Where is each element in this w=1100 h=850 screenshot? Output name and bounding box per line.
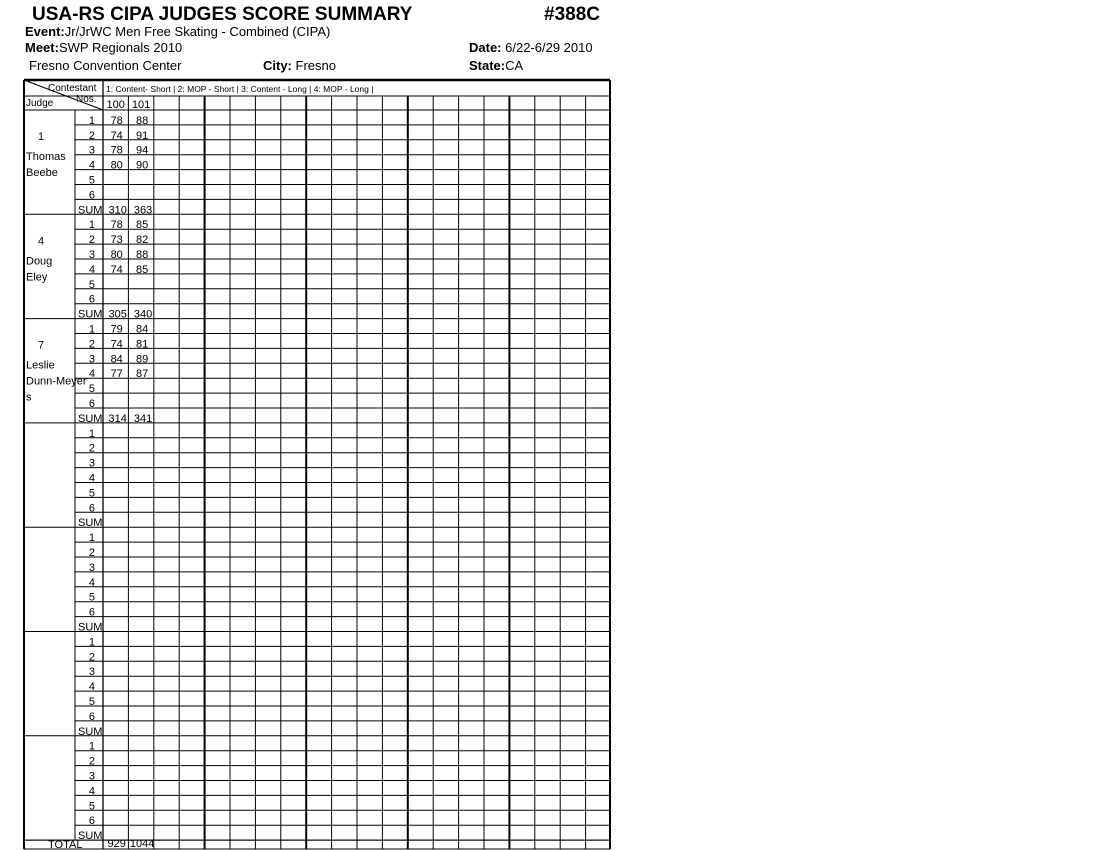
score-cell: 80 xyxy=(110,249,123,261)
sum-cell: 363 xyxy=(133,204,153,217)
score-cell: 85 xyxy=(135,219,149,232)
sum-cell: 305 xyxy=(108,308,127,321)
sum-label: SUM xyxy=(78,517,103,530)
row-number: 4 xyxy=(88,263,95,276)
sum-label: SUM xyxy=(78,412,103,425)
row-number: 4 xyxy=(88,785,95,798)
row-number: 5 xyxy=(88,800,95,813)
row-number: 3 xyxy=(88,770,95,783)
row-number: 3 xyxy=(88,666,95,679)
form-number: #388C xyxy=(544,4,600,25)
total-cell: 1044 xyxy=(129,838,155,850)
row-number: 6 xyxy=(88,189,95,202)
row-number: 2 xyxy=(88,234,95,247)
judge-name: Thomas xyxy=(26,151,66,163)
judge-name: Eley xyxy=(26,271,48,284)
row-number: 4 xyxy=(88,368,95,381)
date-label: Date: xyxy=(469,40,502,55)
city-value: Fresno xyxy=(291,58,336,73)
row-number: 5 xyxy=(88,696,95,708)
score-cell: 89 xyxy=(135,353,149,366)
score-cell: 88 xyxy=(135,114,149,127)
row-number: 2 xyxy=(88,129,95,142)
row-number: 6 xyxy=(88,502,95,515)
score-cell: 74 xyxy=(110,129,123,142)
row-number: 1 xyxy=(88,219,95,232)
form-title: USA-RS CIPA JUDGES SCORE SUMMARY xyxy=(32,4,413,25)
total-label: TOTAL xyxy=(48,839,83,850)
venue-line: Fresno Convention Center xyxy=(29,58,182,73)
row-number: 2 xyxy=(88,651,95,664)
row-number: 5 xyxy=(88,174,95,187)
row-number: 1 xyxy=(88,114,95,127)
meet-label: Meet: xyxy=(25,40,59,55)
row-number: 6 xyxy=(88,710,95,723)
row-number: 6 xyxy=(88,293,95,306)
sum-label: SUM xyxy=(78,308,103,321)
event-label: Event: xyxy=(25,24,65,39)
judge-number: 7 xyxy=(37,339,45,352)
row-number: 1 xyxy=(88,532,95,545)
row-number: 5 xyxy=(88,278,95,291)
row-number: 5 xyxy=(88,591,95,604)
score-cell: 88 xyxy=(135,249,149,261)
row-number: 4 xyxy=(88,159,95,172)
row-number: 5 xyxy=(88,487,95,500)
sum-label: SUM xyxy=(78,621,103,634)
score-cell: 77 xyxy=(110,368,123,381)
score-cell: 82 xyxy=(135,234,149,247)
judge-name: s xyxy=(26,391,32,404)
judge-name: Dunn-Meyer xyxy=(26,375,87,388)
sum-label: SUM xyxy=(78,725,103,738)
row-number: 3 xyxy=(88,457,95,470)
row-number: 2 xyxy=(88,442,95,455)
row-number: 1 xyxy=(88,636,95,649)
score-cell: 81 xyxy=(135,338,149,351)
row-number: 3 xyxy=(88,249,95,261)
row-number: 4 xyxy=(88,681,95,694)
score-cell: 74 xyxy=(110,263,123,276)
row-number: 6 xyxy=(88,815,95,828)
row-number: 6 xyxy=(88,606,95,619)
score-cell: 78 xyxy=(110,219,123,232)
row-number: 4 xyxy=(88,576,95,589)
score-cell: 84 xyxy=(135,323,149,336)
row-number: 5 xyxy=(88,383,95,396)
corner-nos-label: Nos. xyxy=(76,94,97,105)
total-cell: 929 xyxy=(107,838,126,850)
score-cell: 85 xyxy=(135,263,149,276)
score-cell: 73 xyxy=(110,234,123,247)
score-cell: 87 xyxy=(135,368,149,381)
sum-label: SUM xyxy=(78,204,103,217)
contestant-number: 101 xyxy=(131,99,151,111)
row-number: 1 xyxy=(88,427,95,440)
score-cell: 78 xyxy=(110,144,123,157)
row-number: 3 xyxy=(88,144,95,157)
row-number: 3 xyxy=(88,353,95,366)
score-cell: 91 xyxy=(135,129,149,142)
sum-cell: 310 xyxy=(108,204,127,217)
score-cell: 78 xyxy=(110,114,123,127)
meet-value: SWP Regionals 2010 xyxy=(58,40,183,55)
date-value: 6/22-6/29 2010 xyxy=(501,40,593,55)
score-cell: 80 xyxy=(110,159,123,172)
row-number: 2 xyxy=(88,755,95,768)
score-cell: 90 xyxy=(135,159,149,172)
score-cell: 84 xyxy=(110,353,123,366)
score-cell: 94 xyxy=(135,144,149,157)
judge-name: Leslie xyxy=(26,359,55,372)
judge-number: 1 xyxy=(37,131,45,143)
contestant-number: 100 xyxy=(106,99,125,111)
corner-judge-label: Judge xyxy=(26,98,54,109)
row-number: 1 xyxy=(88,323,95,336)
state-label: State: xyxy=(469,58,506,73)
score-cell: 79 xyxy=(110,323,123,336)
state-value: CA xyxy=(505,58,524,73)
sum-cell: 341 xyxy=(133,412,153,425)
judge-number: 4 xyxy=(37,235,45,248)
sum-label: SUM xyxy=(78,830,103,843)
judge-name: Beebe xyxy=(26,167,58,179)
row-number: 4 xyxy=(88,472,95,485)
judge-name: Doug xyxy=(26,255,53,268)
row-number: 1 xyxy=(88,740,95,753)
row-number: 2 xyxy=(88,338,95,351)
row-number: 6 xyxy=(88,398,95,410)
sum-cell: 314 xyxy=(108,412,127,425)
event-value: Jr/JrWC Men Free Skating - Combined (CIPA) xyxy=(64,24,331,39)
sum-cell: 340 xyxy=(133,308,153,321)
score-legend: 1: Content- Short | 2: MOP - Short | 3: Content - Long | 4: MOP - Long | xyxy=(106,84,374,94)
score-cell: 74 xyxy=(110,338,123,351)
city-label: City: xyxy=(263,58,292,73)
corner-contestant-label: Contestant xyxy=(48,83,97,94)
row-number: 3 xyxy=(88,561,95,574)
row-number: 2 xyxy=(88,547,95,559)
